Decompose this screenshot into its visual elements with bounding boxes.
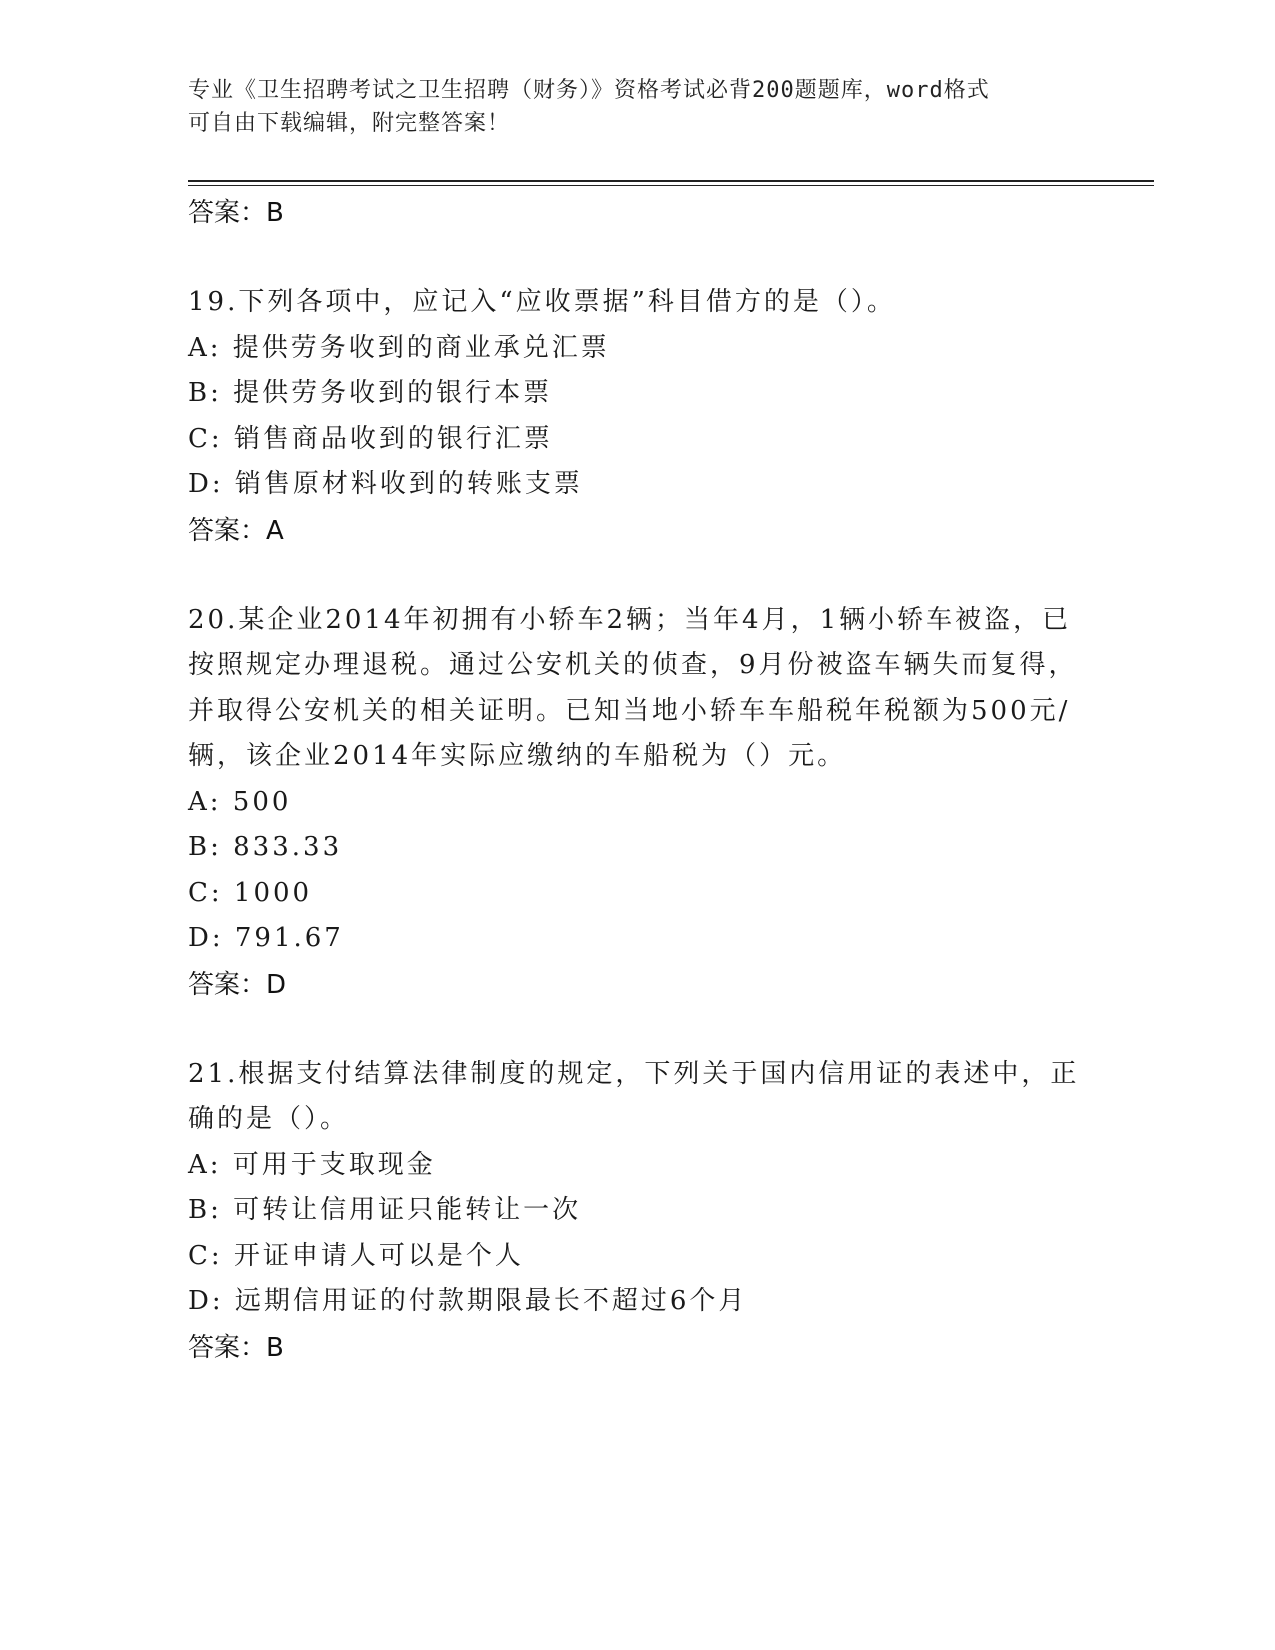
option-c: C: 销售商品收到的银行汇票 bbox=[188, 423, 553, 454]
question-20 bbox=[188, 598, 1088, 1008]
question-text-line: 按照规定办理退税。通过公安机关的侦查，9月份被盗车辆失而复得， bbox=[188, 650, 1078, 680]
question-text-line: 确的是（）。 bbox=[188, 1104, 350, 1134]
answer: 答案：A bbox=[188, 515, 284, 546]
option-c: C: 开证申请人可以是个人 bbox=[188, 1240, 524, 1271]
option-b: B: 可转让信用证只能转让一次 bbox=[188, 1195, 582, 1225]
question-21 bbox=[188, 1052, 1088, 1371]
answer-previous: 答案：B bbox=[188, 198, 284, 228]
option-b: B: 833.33 bbox=[188, 832, 343, 862]
question-text-line: 辆，该企业2014年实际应缴纳的车船税为（）元。 bbox=[188, 741, 847, 771]
question-19 bbox=[188, 280, 1088, 554]
question-text: 19.下列各项中，应记入“应收票据”科目借方的是（）。 bbox=[188, 287, 896, 317]
question-text-line: 并取得公安机关的相关证明。已知当地小轿车车船税年税额为500元/ bbox=[188, 695, 1071, 726]
spacer bbox=[188, 554, 1088, 598]
spacer bbox=[188, 1008, 1088, 1052]
option-b: B: 提供劳务收到的银行本票 bbox=[188, 378, 553, 408]
header-line-2: 可自由下载编辑，附完整答案！ bbox=[188, 111, 511, 136]
header-divider-thin bbox=[188, 185, 1154, 186]
option-c: C: 1000 bbox=[188, 877, 313, 908]
option-a: A: 提供劳务收到的商业承兑汇票 bbox=[188, 332, 610, 363]
page-header bbox=[188, 74, 1068, 140]
answer: 答案：D bbox=[188, 969, 287, 1000]
question-text-line: 21.根据支付结算法律制度的规定，下列关于国内信用证的表述中，正 bbox=[188, 1058, 1080, 1089]
header-line-1: 专业《卫生招聘考试之卫生招聘（财务）》资格考试必背200题题库，word格式 bbox=[188, 78, 990, 103]
option-a: A: 500 bbox=[188, 786, 292, 817]
spacer bbox=[188, 236, 1088, 280]
header-divider bbox=[188, 180, 1154, 182]
option-d: D: 销售原材料收到的转账支票 bbox=[188, 469, 583, 499]
question-text-line: 20.某企业2014年初拥有小轿车2辆；当年4月，1辆小轿车被盗，已 bbox=[188, 604, 1072, 635]
option-a: A: 可用于支取现金 bbox=[188, 1149, 436, 1180]
content-body bbox=[188, 190, 1088, 1371]
option-d: D: 791.67 bbox=[188, 923, 344, 953]
option-d: D: 远期信用证的付款期限最长不超过6个月 bbox=[188, 1286, 748, 1316]
answer: 答案：B bbox=[188, 1332, 284, 1363]
